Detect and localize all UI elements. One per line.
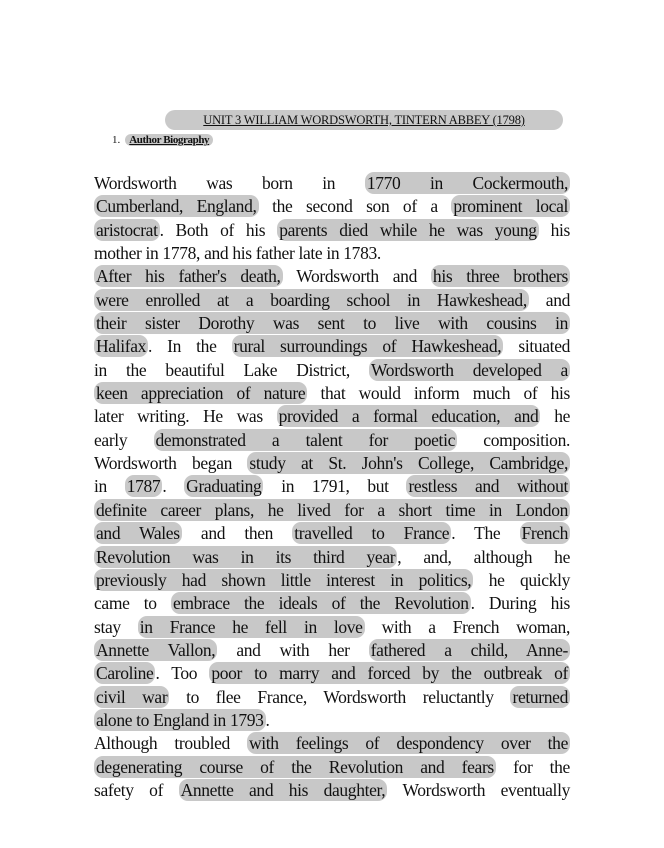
section-heading [112, 133, 213, 148]
highlighted-text: definite career plans, he lived for a short time in London [96, 499, 568, 520]
text-line [94, 639, 570, 662]
text-line [94, 219, 570, 242]
highlighted-text: parents died while he was young [279, 219, 537, 240]
highlighted-text: degenerating course of the Revolution and fears [96, 756, 494, 777]
highlighted-text: Halifax [96, 336, 147, 357]
highlighted-text: study at St. John's College, Cambridge, [249, 453, 568, 474]
text-line [94, 732, 570, 755]
plain-text: in [94, 476, 125, 497]
plain-text: early [94, 429, 154, 450]
section-label: Author Biography [125, 134, 213, 146]
highlighted-text: prominent local [453, 196, 568, 217]
text-line [94, 195, 570, 218]
highlighted-text: with feelings of despondency over the [248, 733, 568, 754]
plain-text: in the beautiful Lake District, [94, 359, 370, 380]
text-line [94, 452, 570, 475]
text-line [94, 382, 570, 405]
highlighted-text: Cumberland, England, [96, 196, 257, 217]
text-line [94, 616, 570, 639]
plain-text: that would inform much of his [307, 383, 570, 404]
text-line [94, 265, 570, 288]
highlighted-text: in France he fell in love [139, 616, 363, 637]
highlighted-text: French [521, 523, 568, 544]
highlighted-text: previously had shown little interest in politics, [96, 569, 472, 590]
plain-text: . During his [470, 593, 570, 614]
plain-text: in 1791, but [263, 476, 407, 497]
plain-text: composition. [457, 429, 570, 450]
plain-text: . [265, 709, 270, 730]
plain-text: Wordsworth began [94, 453, 248, 474]
plain-text: situated [503, 336, 571, 357]
text-line [94, 312, 570, 335]
plain-text: he [540, 406, 571, 427]
highlighted-text: returned [512, 686, 568, 707]
text-line [94, 756, 570, 779]
highlighted-text: rural surroundings of Hawkeshead, [233, 336, 502, 357]
plain-text: . Both of his [159, 219, 278, 240]
plain-text: . In the [148, 336, 232, 357]
text-line [94, 546, 570, 569]
plain-text: mother in 1778, and his father late in 1783. [94, 243, 381, 264]
biography-text [94, 172, 570, 802]
plain-text: . Too [155, 663, 210, 684]
plain-text: his [538, 219, 570, 240]
highlighted-text: Revolution was in its third year [96, 546, 396, 567]
highlighted-text: Annette Vallon, [96, 639, 216, 660]
plain-text: safety of [94, 779, 179, 800]
plain-text: , and, although he [397, 546, 570, 567]
plain-text: and then [181, 523, 293, 544]
highlighted-text: embrace the ideals of the Revolution [172, 593, 469, 614]
highlighted-text: 1770 in Cockermouth, [366, 173, 568, 193]
highlighted-text: Wordsworth developed a [371, 359, 568, 380]
text-line [94, 779, 570, 802]
text-line [94, 499, 570, 522]
highlighted-text: alone to England in 1793 [96, 709, 264, 730]
text-line [94, 569, 570, 592]
plain-text: to flee France, Wordsworth reluctantly [169, 686, 511, 707]
plain-text: later writing. He was [94, 406, 277, 427]
plain-text: for the [495, 756, 570, 777]
text-line [94, 242, 570, 265]
highlighted-text: provided a formal education, and [278, 406, 539, 427]
highlighted-text: 1787 [126, 476, 161, 497]
highlighted-text: and Wales [96, 523, 180, 544]
plain-text: and [528, 289, 570, 310]
plain-text: Although troubled [94, 733, 247, 754]
highlighted-text: their sister Dorothy was sent to live with cousins in [96, 313, 568, 334]
text-line [94, 522, 570, 545]
plain-text: Wordsworth eventually [387, 779, 570, 800]
section-number: 1. [112, 134, 121, 146]
highlighted-text: poor to marry and forced by the outbreak of [211, 663, 568, 684]
text-line [94, 709, 570, 732]
plain-text: and with her [217, 639, 369, 660]
plain-text: came to [94, 593, 171, 614]
highlighted-text: Annette and his daughter, [180, 779, 386, 800]
plain-text: . [162, 476, 185, 497]
text-line [94, 359, 570, 382]
text-line [94, 662, 570, 685]
highlighted-text: his three brothers [432, 266, 568, 287]
plain-text: with a French woman, [364, 616, 570, 637]
highlighted-text: were enrolled at a boarding school in Hawkeshead, [96, 289, 527, 310]
text-line [94, 335, 570, 358]
highlighted-text: After his father's death, [96, 266, 281, 287]
text-line [94, 289, 570, 312]
highlighted-text: travelled to France [294, 523, 450, 544]
text-line [94, 429, 570, 452]
text-line [94, 475, 570, 498]
highlighted-text: civil war [96, 686, 168, 707]
plain-text: stay [94, 616, 138, 637]
plain-text: he quickly [473, 569, 570, 590]
highlighted-text: Graduating [186, 476, 262, 497]
plain-text: . The [451, 523, 520, 544]
highlighted-text: Caroline [96, 663, 154, 684]
plain-text: the second son of a [258, 196, 452, 217]
highlighted-text: fathered a child, Anne- [370, 639, 569, 660]
plain-text: Wordsworth was born in [94, 173, 365, 193]
text-line [94, 405, 570, 428]
text-line [94, 592, 570, 615]
text-line [94, 686, 570, 709]
highlighted-text: aristocrat [96, 219, 158, 240]
unit-title: UNIT 3 WILLIAM WORDSWORTH, TINTERN ABBEY (1798) [165, 110, 563, 130]
highlighted-text: demonstrated a talent for poetic [155, 429, 455, 450]
text-line [94, 172, 570, 195]
plain-text: Wordsworth and [282, 266, 431, 287]
highlighted-text: restless and without [408, 476, 568, 497]
highlighted-text: keen appreciation of nature [96, 383, 306, 404]
